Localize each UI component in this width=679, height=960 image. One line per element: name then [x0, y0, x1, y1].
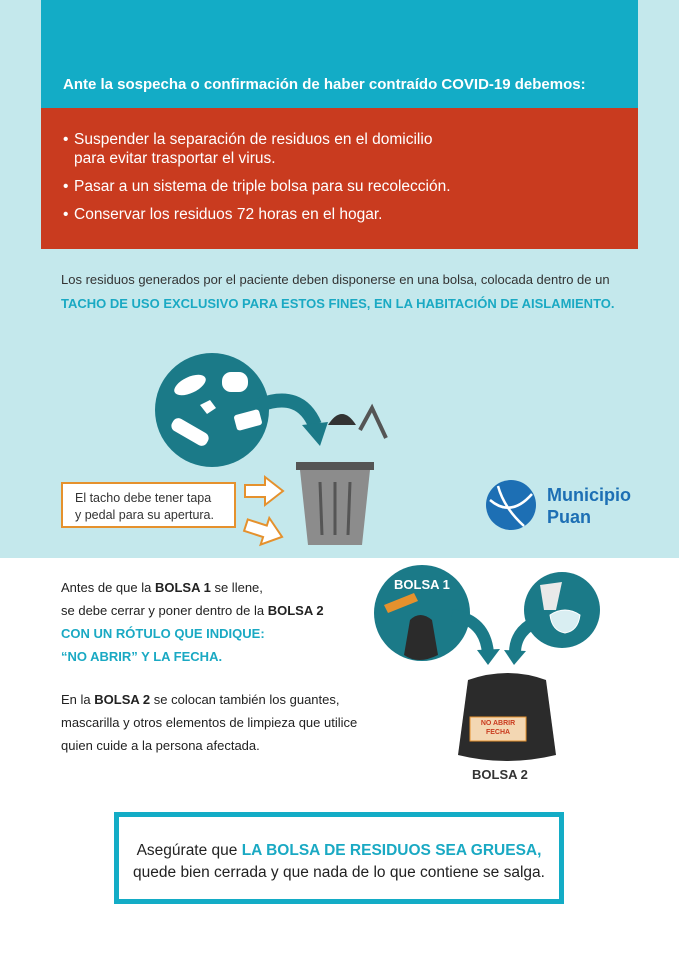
list-item: • Pasar a un sistema de triple bolsa para su recolección.	[63, 177, 623, 196]
bolsa-bold: BOLSA 2	[94, 692, 151, 707]
instructions-list	[63, 130, 623, 233]
bin-note-line: El tacho debe tener tapa	[75, 491, 212, 505]
disposal-text: Los residuos generados por el paciente deben disponerse en una bolsa, colocada dentro de un	[61, 272, 610, 287]
bolsa-bold: BOLSA 2	[267, 603, 324, 618]
pointer-arrow-icon	[245, 477, 283, 505]
page-title: Ante la sospecha o confirmación de haber contraído COVID-19 debemos:	[63, 76, 586, 93]
list-item: • Conservar los residuos 72 horas en el hogar.	[63, 205, 623, 224]
bin-note-line: y pedal para su apertura.	[75, 508, 214, 522]
logo-line: Municipio	[547, 485, 631, 505]
bolsa-text: se llene,	[214, 580, 263, 595]
instructions-box	[41, 108, 638, 249]
bolsa-bold: BOLSA 1	[154, 580, 211, 595]
bolsa-text: quien cuide a la persona afectada.	[61, 738, 260, 753]
bolsa-highlight: “NO ABRIR” Y LA FECHA.	[61, 649, 223, 664]
callout-text: quede bien cerrada y que nada de lo que contiene se salga.	[133, 864, 545, 881]
bolsa-text: mascarilla y otros elementos de limpieza que utilice	[61, 715, 358, 730]
tag-text	[470, 719, 526, 737]
logo-line: Puan	[547, 507, 592, 527]
municipio-logo-icon	[484, 478, 538, 532]
bottom-callout	[114, 812, 564, 904]
bolsa2-instructions	[61, 688, 391, 757]
bolsa-instructions	[61, 576, 381, 668]
bolsa2-label: BOLSA 2	[472, 767, 528, 782]
arrow-icon	[515, 625, 530, 653]
bolsa-text: se colocan también los guantes,	[153, 692, 340, 707]
bin-note	[61, 482, 236, 528]
callout-highlight: LA BOLSA DE RESIDUOS SEA GRUESA,	[241, 842, 542, 859]
bolsa-text: se debe cerrar y poner dentro de la	[61, 603, 265, 618]
disposal-paragraph	[61, 268, 621, 316]
callout-text: Asegúrate que	[136, 842, 238, 859]
tag-line: NO ABRIR	[480, 720, 516, 727]
municipio-logo-text	[547, 484, 631, 528]
tag-line: FECHA	[485, 729, 511, 736]
pointer-arrow-icon	[242, 512, 287, 550]
list-item: • Suspender la separación de residuos en el domicilio para evitar trasportar el virus.	[63, 130, 454, 168]
bolsa-text: Antes de que la	[61, 580, 152, 595]
bolsa1-label: BOLSA 1	[394, 577, 450, 592]
bolsa-highlight: CON UN RÓTULO QUE INDIQUE:	[61, 626, 265, 641]
bolsa-text: En la	[61, 692, 91, 707]
disposal-highlight: TACHO DE USO EXCLUSIVO PARA ESTOS FINES, EN LA HABITACIÓN DE AISLAMIENTO.	[61, 296, 615, 311]
